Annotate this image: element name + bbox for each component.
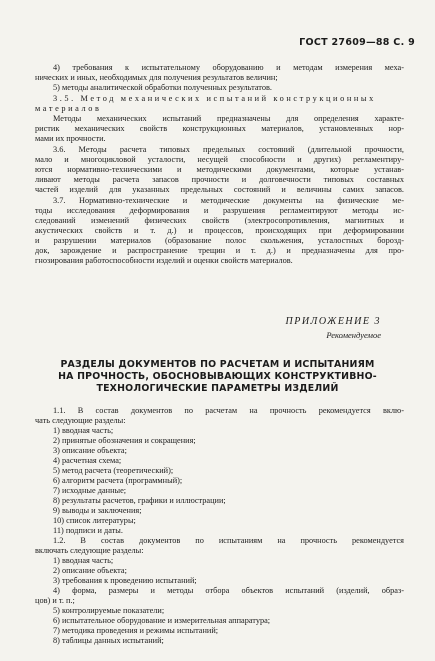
list-item: 11) подписи и даты.	[53, 526, 123, 535]
text-line: ристик механических свойств конструкционных материалов, установленных нор-	[35, 124, 404, 133]
list-item: 6) алгоритм расчета (программный);	[53, 476, 183, 485]
appendix-title: ПРИЛОЖЕНИЕ 3	[285, 316, 381, 327]
list-item: 8) таблицы данных испытаний;	[53, 636, 164, 645]
text-line: ливают методы расчета запасов прочности и долговечности типовых составных	[35, 175, 404, 184]
text-line: тоды исследования деформирования и разрушения регламентируют методы ис-	[35, 206, 404, 215]
text-line: включать следующие разделы:	[35, 546, 144, 555]
text-line: гнозирования работоспособности изделий и оценки свойств материалов.	[35, 256, 293, 265]
text-line: акустических свойств и т. д.) и процессов, происходящих при деформировании	[35, 226, 404, 235]
section-title-line: ТЕХНОЛОГИЧЕСКИЕ ПАРАМЕТРЫ ИЗДЕЛИЙ	[96, 383, 339, 394]
list-item: 4) форма, размеры и методы отбора объектов испытаний (изделий, образ-	[53, 586, 404, 595]
section-title-line: НА ПРОЧНОСТЬ, ОБОСНОВЫВАЮЩИХ КОНСТРУКТИВНО-	[58, 371, 377, 382]
text-line: ются нормативно-техническими и методическими документами, которые устанав-	[35, 165, 404, 174]
list-item: 1) вводная часть;	[53, 426, 114, 435]
text-line: док, зарождение и распространение трещин и т. д.) и предназначены для про-	[35, 246, 404, 255]
text-line: 3.6. Методы расчета типовых предельных состояний (длительной прочности,	[53, 145, 404, 154]
list-item: 8) результаты расчетов, графики и иллюстрации;	[53, 496, 226, 505]
list-item: 3) описание объекта;	[53, 446, 127, 455]
text-line: 5) методы аналитической обработки полученных результатов.	[53, 83, 272, 92]
section-heading: материалов	[35, 104, 102, 113]
list-item: 1) вводная часть;	[53, 556, 114, 565]
list-item: 6) испытательное оборудование и измерительная аппаратура;	[53, 616, 271, 625]
list-item: 7) методика проведения и режимы испытаний;	[53, 626, 219, 635]
text-line: 4) требования к испытательному оборудованию и методам измерения меха-	[53, 63, 404, 72]
list-item: 5) контролируемые показатели;	[53, 606, 165, 615]
list-item: 4) расчетная схема;	[53, 456, 122, 465]
text-line: 1.2. В состав документов по испытаниям на прочность рекомендуется	[53, 536, 404, 545]
text-line: 1.1. В состав документов по расчетам на прочность рекомендуется вклю-	[53, 406, 404, 415]
list-item: 2) принятые обозначения и сокращения;	[53, 436, 196, 445]
text-line: чать следующие разделы:	[35, 416, 126, 425]
text-line: 3.7. Нормативно-технические и методические документы на физические ме-	[53, 196, 404, 205]
list-item: 5) метод расчета (теоретический);	[53, 466, 174, 475]
section-title-line: РАЗДЕЛЫ ДОКУМЕНТОВ ПО РАСЧЕТАМ И ИСПЫТАНИЯМ	[60, 359, 375, 370]
list-item: 9) выводы и заключения;	[53, 506, 142, 515]
list-item: 3) требования к проведению испытаний;	[53, 576, 197, 585]
text-line: частей изделий для указанных предельных состояний и величины самих запасов.	[35, 185, 404, 194]
list-item: 10) список литературы;	[53, 516, 136, 525]
list-item: цов) и т. п.;	[35, 596, 75, 605]
text-line: и разрушении материалов (образование полос скольжения, усталостных борозд-	[35, 236, 404, 245]
appendix-note: Рекомендуемое	[326, 330, 381, 340]
list-item: 7) исходные данные;	[53, 486, 127, 495]
text-line: мами их прочности.	[35, 134, 106, 143]
page-header: ГОСТ 27609—88 С. 9	[299, 37, 415, 48]
text-line: следований изменений физических свойств (электросопротивления, магнитных и	[35, 216, 404, 225]
text-line: мало и многоцикловой усталости, несущей способности и других) регламентиру-	[35, 155, 404, 164]
text-line: нических и иных, необходимых для получения результатов величин;	[35, 73, 278, 82]
section-heading: 3.5. Метод механических испытаний конструкционных	[53, 94, 376, 103]
text-line: Методы механических испытаний предназначены для определения характе-	[53, 114, 404, 123]
list-item: 2) описание объекта;	[53, 566, 127, 575]
